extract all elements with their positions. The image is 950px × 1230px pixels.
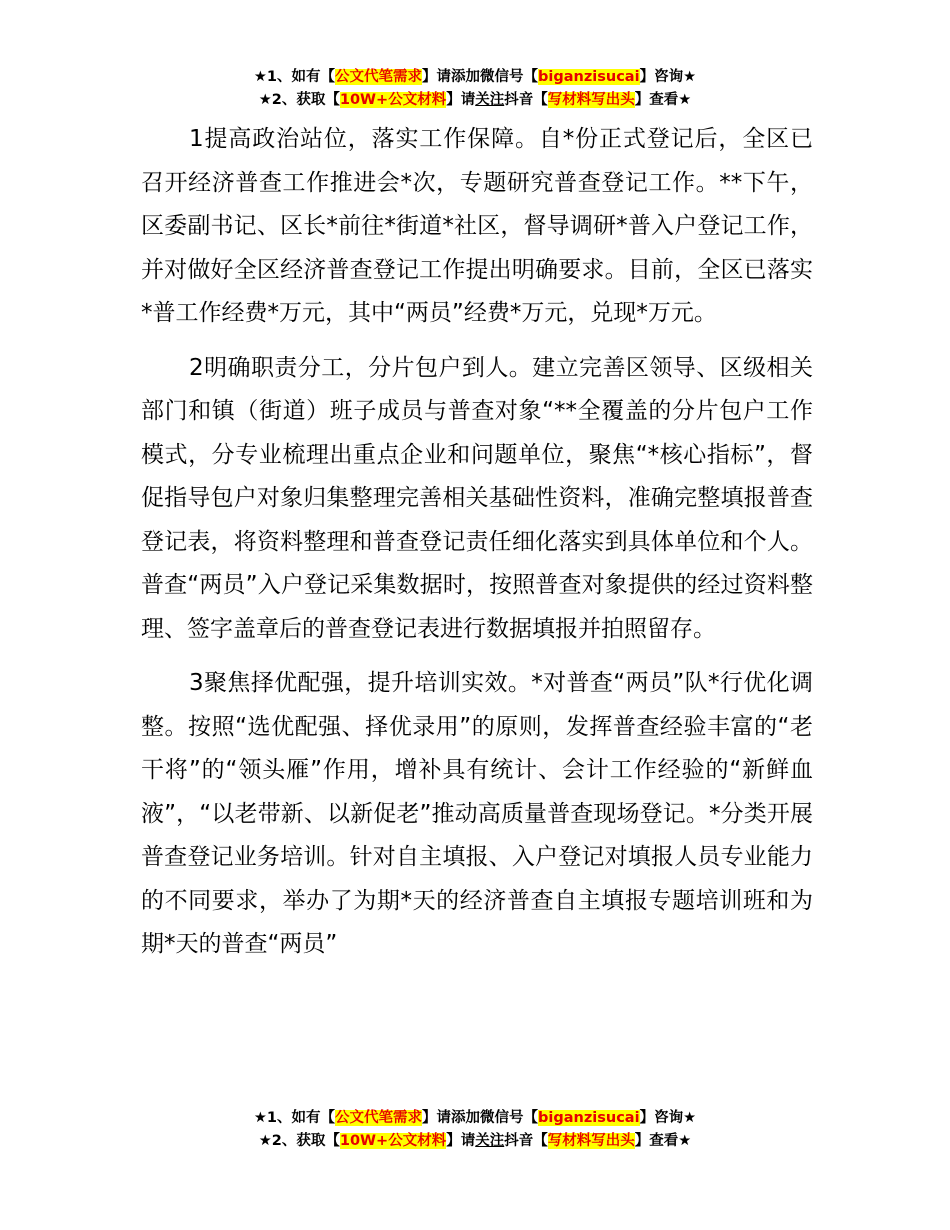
footer-line-1: ★1、如有【公文代笔需求】请添加微信号【biganzisucai】咨询★ [253,1110,697,1126]
underlined-follow: 关注 [475,92,505,108]
header-line-2: ★2、获取【10W+公文材料】请关注抖音【写材料写出头】查看★ [258,92,692,108]
underlined-follow: 关注 [475,1133,505,1149]
highlight-ghostwriting: 公文代笔需求 [335,69,423,85]
highlight-materials: 10W+公文材料 [339,1133,447,1149]
footer-banner [0,1107,950,1153]
highlight-douyin-account: 写材料写出头 [547,1133,635,1149]
paragraph-2: 2明确职责分工，分片包户到人。建立完善区领导、区级相关部门和镇（街道）班子成员与普查对象“**全覆盖的分片包户工作模式，分专业梳理出重点企业和问题单位，聚焦“*核心指标”，督促指导包户对象归集整理完善相关基础性资料，准确完整填报普查登记表，将资料整理和普查登记责任细化落实到具体单位和个人。普查“两员”入户登记采集数据时，按照普查对象提供的经过资料整理、签字盖章后的普查登记表进行数据填报并拍照留存。 [141,354,813,642]
highlight-materials: 10W+公文材料 [339,92,447,108]
footer-line-2: ★2、获取【10W+公文材料】请关注抖音【写材料写出头】查看★ [258,1133,692,1149]
highlight-wechat-id: biganzisucai [538,1110,640,1126]
paragraph-1: 1提高政治站位，落实工作保障。自*份正式登记后，全区已召开经济普查工作推进会*次，专题研究普查登记工作。**下午，区委副书记、区长*前往*街道*社区，督导调研*普入户登记工作，并对做好全区经济普查登记工作提出明确要求。目前，全区已落实*普工作经费*万元，其中“两员”经费*万元，兑现*万元。 [141,126,813,326]
header-banner [0,66,950,112]
highlight-douyin-account: 写材料写出头 [547,92,635,108]
document-body [141,118,813,978]
header-line-1: ★1、如有【公文代笔需求】请添加微信号【biganzisucai】咨询★ [253,69,697,85]
highlight-ghostwriting: 公文代笔需求 [335,1110,423,1126]
highlight-wechat-id: biganzisucai [538,69,640,85]
paragraph-3: 3聚焦择优配强，提升培训实效。*对普查“两员”队*行优化调整。按照“选优配强、择优录用”的原则，发挥普查经验丰富的“老干将”的“领头雁”作用，增补具有统计、会计工作经验的“新鲜血液”，“以老带新、以新促老”推动高质量普查现场登记。*分类开展普查登记业务培训。针对自主填报、入户登记对填报人员专业能力的不同要求，举办了为期*天的经济普查自主填报专题培训班和为期*天的普查“两员” [141,670,813,957]
